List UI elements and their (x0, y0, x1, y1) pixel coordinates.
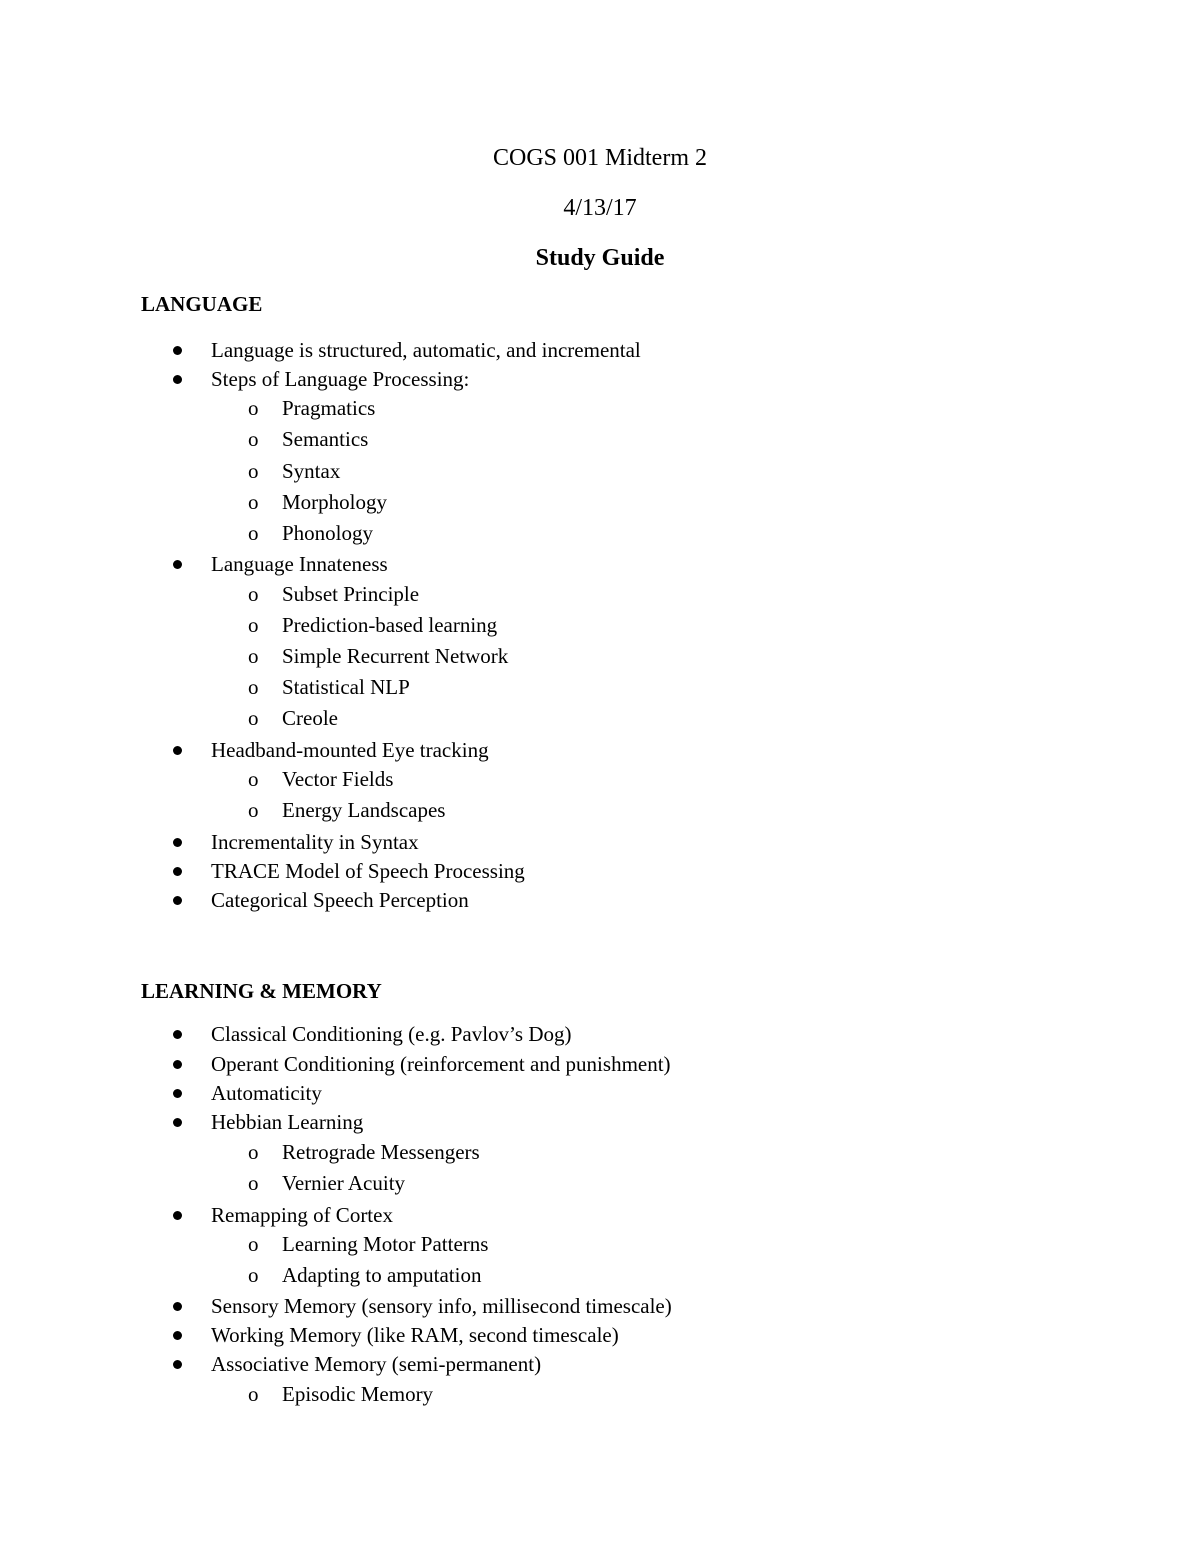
list-item-text: Categorical Speech Perception (211, 888, 469, 912)
list-item (211, 857, 525, 885)
circle-bullet-icon: o (248, 644, 259, 668)
sub-list-item (248, 704, 338, 732)
circle-bullet-icon: o (248, 1171, 259, 1195)
list-item-text: Sensory Memory (sensory info, millisecond timescale) (211, 1294, 672, 1318)
list-item-text: Remapping of Cortex (211, 1203, 393, 1227)
bullet-icon (173, 346, 182, 355)
document-title: COGS 001 Midterm 2 (492, 145, 707, 171)
sub-list-item (248, 1380, 434, 1408)
sub-list-item (248, 1138, 480, 1166)
list-item (211, 550, 388, 578)
circle-bullet-icon: o (248, 767, 259, 791)
list-item-text: Simple Recurrent Network (282, 644, 509, 668)
list-item-text: Language is structured, automatic, and incremental (211, 338, 641, 362)
list-item (211, 1201, 393, 1229)
document-date: 4/13/17 (563, 195, 637, 221)
section-heading: LANGUAGE (141, 292, 263, 316)
bullet-icon (173, 375, 182, 384)
section-heading: LEARNING & MEMORY (141, 979, 382, 1003)
circle-bullet-icon: o (248, 490, 259, 514)
list-item-text: Headband-mounted Eye tracking (211, 738, 489, 762)
list-item (211, 1350, 541, 1378)
sub-list-item (248, 673, 410, 701)
sub-list-item (248, 519, 374, 547)
bullet-icon (173, 1060, 182, 1069)
bullet-icon (173, 867, 182, 876)
list-item-text: Phonology (282, 521, 374, 545)
list-item-text: Creole (282, 706, 338, 730)
list-item-text: Language Innateness (211, 552, 388, 576)
list-item-text: Pragmatics (282, 396, 376, 420)
sub-list-item (248, 394, 376, 422)
list-item-text: Retrograde Messengers (282, 1140, 480, 1164)
list-item (211, 886, 469, 914)
list-item-text: Automaticity (211, 1081, 322, 1105)
list-item-text: Classical Conditioning (e.g. Pavlov’s Dog) (211, 1022, 572, 1046)
list-item (211, 736, 489, 764)
circle-bullet-icon: o (248, 582, 259, 606)
list-item (211, 1050, 671, 1078)
list-item-text: Vernier Acuity (282, 1171, 406, 1195)
bullet-icon (173, 1302, 182, 1311)
circle-bullet-icon: o (248, 1263, 259, 1287)
circle-bullet-icon: o (248, 521, 259, 545)
sub-list-item (248, 457, 341, 485)
circle-bullet-icon: o (248, 396, 259, 420)
document-subtitle: Study Guide (535, 245, 665, 271)
list-item-text: TRACE Model of Speech Processing (211, 859, 525, 883)
list-item (211, 1079, 322, 1107)
list-item (211, 365, 469, 393)
list-item-text: Syntax (282, 459, 341, 483)
list-item-text: Subset Principle (282, 582, 420, 606)
list-item-text: Hebbian Learning (211, 1110, 364, 1134)
bullet-icon (173, 1360, 182, 1369)
circle-bullet-icon: o (248, 459, 259, 483)
bullet-icon (173, 896, 182, 905)
sub-list-item (248, 425, 369, 453)
list-item-text: Working Memory (like RAM, second timescale) (211, 1323, 619, 1347)
list-item (211, 1020, 571, 1048)
list-item (211, 1292, 672, 1320)
circle-bullet-icon: o (248, 706, 259, 730)
circle-bullet-icon: o (248, 675, 259, 699)
list-item-text: Episodic Memory (282, 1382, 434, 1406)
list-item-text: Learning Motor Patterns (282, 1232, 489, 1256)
sub-list-item (248, 488, 387, 516)
sub-list-item (248, 580, 420, 608)
bullet-icon (173, 1331, 182, 1340)
list-item (211, 1321, 619, 1349)
list-item-text: Incrementality in Syntax (211, 830, 419, 854)
circle-bullet-icon: o (248, 427, 259, 451)
list-item-text: Prediction-based learning (282, 613, 498, 637)
circle-bullet-icon: o (248, 1140, 259, 1164)
list-item (211, 336, 641, 364)
sub-list-item (248, 796, 446, 824)
bullet-icon (173, 560, 182, 569)
sub-list-item (248, 642, 509, 670)
list-item-text: Statistical NLP (282, 675, 410, 699)
bullet-icon (173, 746, 182, 755)
circle-bullet-icon: o (248, 613, 259, 637)
list-item-text: Operant Conditioning (reinforcement and punishment) (211, 1052, 671, 1076)
list-item (211, 828, 419, 856)
bullet-icon (173, 1089, 182, 1098)
list-item-text: Associative Memory (semi-permanent) (211, 1352, 542, 1376)
bullet-icon (173, 1118, 182, 1127)
list-item-text: Morphology (282, 490, 387, 514)
list-item-text: Energy Landscapes (282, 798, 446, 822)
circle-bullet-icon: o (248, 1232, 259, 1256)
sub-list-item (248, 611, 498, 639)
bullet-icon (173, 838, 182, 847)
sub-list-item (248, 1230, 489, 1258)
list-item-text: Semantics (282, 427, 369, 451)
sub-list-item (248, 1169, 406, 1197)
bullet-icon (173, 1211, 182, 1220)
circle-bullet-icon: o (248, 798, 259, 822)
list-item (211, 1108, 363, 1136)
circle-bullet-icon: o (248, 1382, 259, 1406)
sub-list-item (248, 1261, 482, 1289)
list-item-text: Steps of Language Processing: (211, 367, 470, 391)
list-item-text: Adapting to amputation (282, 1263, 482, 1287)
list-item-text: Vector Fields (282, 767, 394, 791)
sub-list-item (248, 765, 394, 793)
bullet-icon (173, 1030, 182, 1039)
